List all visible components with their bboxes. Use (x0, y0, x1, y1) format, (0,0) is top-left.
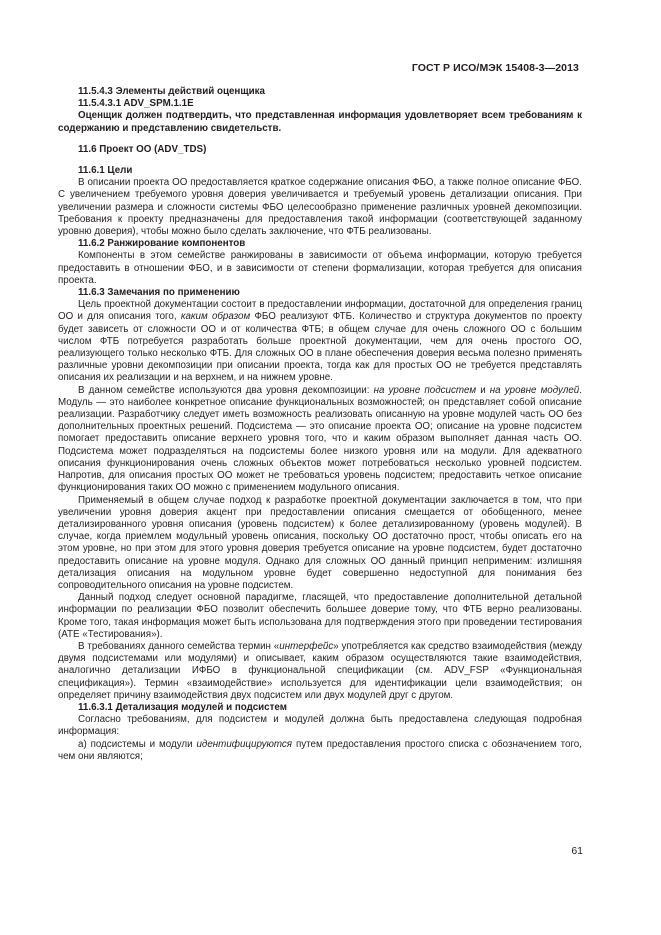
paragraph-paradigm: Данный подход следует основной парадигме, гласящей, что предоставление дополнительной детальной информации по реализации ФБО позволит обеспечить большее доверие тому, что ФТБ верно реализованы. Кроме того, такая информация может быть использована для подтверждения этого при проведении тестирования (АТЕ «Тестирования»). (58, 592, 582, 640)
paragraph-interface-term: В требованиях данного семейства термин «интерфейс» употребляется как средство взаимодействия (между двумя подсистемами или модулями) и описывает, каким образом осуществляются такие взаимодействия, аналогично детализации ИФБО в функциональной спецификации (см. ADV_FSP «Функциональная спецификация»). Термин «взаимодействие» используется для идентификации цели взаимодействия; он определяет причину взаимодействия двух подсистем или двух модулей друг с другом. (58, 640, 582, 701)
heading-11-5-4-3: 11.5.4.3 Элементы действий оценщика (78, 86, 265, 97)
heading-11-5-4-3-1: 11.5.4.3.1 ADV_SPM.1.1E (78, 98, 194, 110)
heading-11-6: 11.6 Проект ОО (ADV_TDS) (78, 143, 207, 155)
heading-11-6-3-1: 11.6.3.1 Детализация модулей и подсистем (78, 701, 287, 713)
heading-11-6-2: 11.6.2 Ранжирование компонентов (78, 238, 246, 250)
paragraph-general-approach: Применяемый в общем случае подход к разработке проектной документации заключается в том, что при увеличении уровня доверия акцент при предоставлении описания смещается от обобщенного, менее детализированного уровня описания (уровень подсистем) к более детализированному (уровень модулей). В случае, когда приемлем модульный уровень описания, поскольку ОО достаточно прост, чтобы описать его на этом уровне, но при этом для этого уровня доверия требуется описание на уровне подсистем, будет достаточно предоставить описание на уровне модуля. Однако для сложных ОО данный принцип неприменим: излишняя детализация описания на модульном уровне будет совершенно недоступной для понимания без сопроводительного описания на уровне подсистем. (58, 494, 582, 591)
heading-11-6-1: 11.6.1 Цели (78, 165, 133, 177)
list-item-a: а) подсистемы и модули идентифицируются путем предоставления простого списка с обозначением того, чем они являются; (58, 738, 582, 762)
paragraph-objectives: В описании проекта ОО предоставляется краткое содержание описания ФБО, а также полное описание ФБО. С увеличением требуемого уровня доверия увеличивается и требуемый уровень детализации описания. При увеличении размера и сложности системы ФБО целесообразно применение различных уровней декомпозиции. Требования к проекту предназначены для предоставления такой информации (соответствующей заданному уровню доверия), чтобы можно было сделать заключение, что ФТБ реализованы. (58, 177, 582, 238)
document-body (58, 86, 582, 763)
standard-header: ГОСТ Р ИСО/МЭК 15408-3—2013 (411, 62, 579, 74)
page-number: 61 (571, 845, 583, 857)
paragraph-ranking: Компоненты в этом семействе ранжированы в зависимости от объема информации, которую требуется предоставить в отношении ФБО, и в зависимости от степени формализации, которая требуется для описания проекта. (58, 250, 582, 286)
paragraph-detail-requirements: Согласно требованиям, для подсистем и модулей должна быть предоставлена следующая подробная информация: (58, 714, 582, 738)
paragraph-decomposition-levels: В данном семействе используются два уровня декомпозиции: на уровне подсистем и на уровне модулей. Модуль — это наиболее конкретное описание функциональных возможностей; он представляет собой описание реализации. Разработчику следует иметь возможность реализовать описанную на уровне модулей часть ОО без дополнительных проектных решений. Подсистема — это описание проекта ОО; описание на уровне подсистем помогает предоставить описание верхнего уровня того, что и каким образом выполняет данная часть ОО. Подсистема может подразделяться на подсистемы более низкого уровня или на модули. Для адекватного описания функционирования очень сложных объектов может потребоваться несколько уровней подсистем. Напротив, для описания простых ОО может не требоваться уровень подсистем; предоставить четкое описание функционирования таких ОО можно с применением модульного описания. (58, 384, 582, 494)
evaluator-requirement: Оценщик должен подтвердить, что представленная информация удовлетворяет всем требованиям к содержанию и представлению свидетельств. (58, 110, 582, 134)
paragraph-design-doc-purpose: Цель проектной документации состоит в предоставлении информации, достаточной для определения границ ОО и для описания того, каким образом ФБО реализуют ФТБ. Количество и структура документов по проекту будет зависеть от сложности ОО и от количества ФТБ; в общем случае для очень сложного ОО с большим числом ФТБ потребуется разработать больше проектной документации, чем для очень простого ОО, реализующего только несколько ФТБ. Для сложных ОО в плане обеспечения доверия весьма полезно применять различные уровни декомпозиции при описании проекта, тогда как для простых ОО не требуется представлять описания их реализации и на верхнем, и на нижнем уровне. (58, 299, 582, 384)
heading-11-6-3: 11.6.3 Замечания по применению (78, 287, 240, 299)
